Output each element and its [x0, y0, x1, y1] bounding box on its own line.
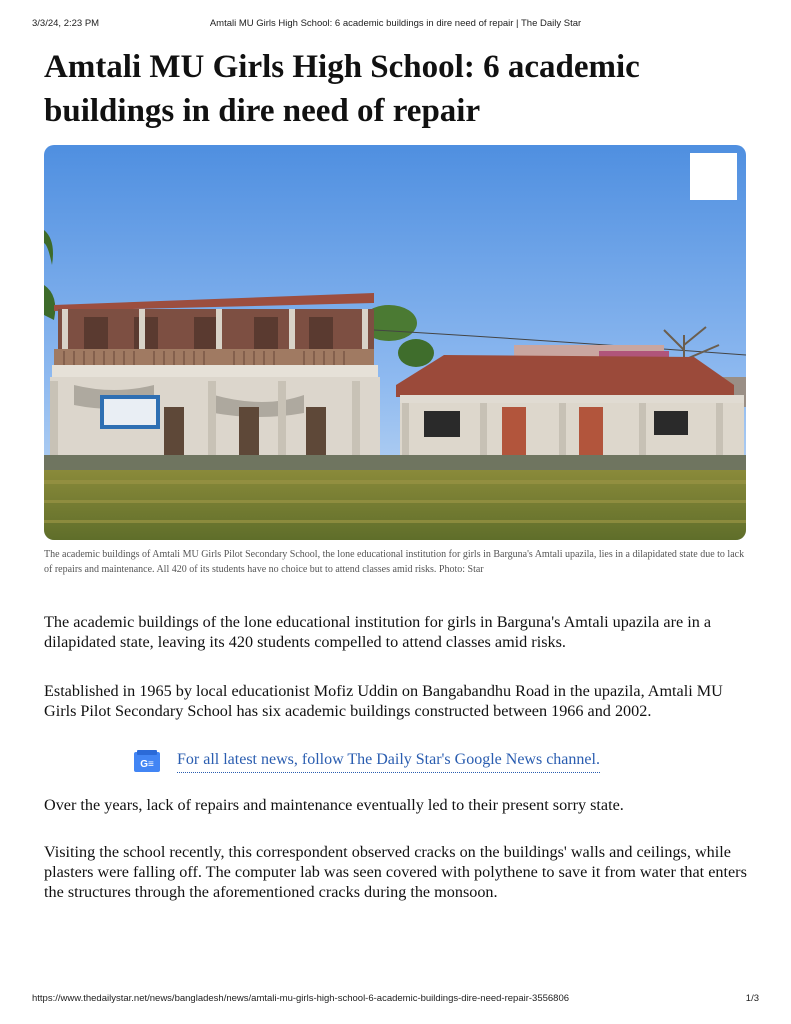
- print-footer: [32, 993, 759, 1007]
- photo-caption: The academic buildings of Amtali MU Girls Pilot Secondary School, the lone educational institution for girls in Barguna's Amtali upazila, lies in a dilapidated state due to lack of repairs and maintenance. All 420 of its students have no choice but to attend classes amid risks. Photo: Star: [44, 549, 745, 575]
- article-headline: Amtali MU Girls High School: 6 academic buildings in dire need of repair: [44, 49, 640, 129]
- school-buildings-photo: [44, 145, 746, 540]
- google-news-link[interactable]: For all latest news, follow The Daily Star's Google News channel.: [177, 748, 600, 773]
- paragraph-4: Visiting the school recently, this correspondent observed cracks on the buildings' walls and ceilings, while plasters were falling off. The computer lab was seen covered with polythene to save it from water that enters the structures through the aforementioned cracks during the monsoon.: [44, 843, 747, 901]
- paragraph-2: Established in 1965 by local educationist Mofiz Uddin on Bangabandhu Road in the upazila, Amtali MU Girls Pilot Secondary School has six academic buildings constructed between 1966 and 2002.: [44, 682, 723, 720]
- print-header: [32, 18, 759, 32]
- article-photo: [44, 145, 746, 540]
- page-number: 1/3: [745, 993, 759, 1004]
- print-date: 3/3/24, 2:23 PM: [32, 18, 100, 29]
- print-title: Amtali MU Girls High School: 6 academic buildings in dire need of repair | The Daily Star: [209, 18, 582, 29]
- paragraph-3: Over the years, lack of repairs and maintenance eventually led to their present sorry state.: [44, 796, 624, 814]
- google-news-promo: [133, 748, 673, 774]
- google-news-icon: [133, 750, 161, 774]
- paragraph-1: The academic buildings of the lone educational institution for girls in Barguna's Amtali upazila are in a dilapidated state, leaving its 420 students compelled to attend classes amid risks.: [44, 613, 712, 651]
- print-url: https://www.thedailystar.net/news/bangladesh/news/amtali-mu-girls-high-school-6-academic-buildings-dire-need-repair-3556806: [32, 993, 570, 1004]
- svg-text:G≡: G≡: [140, 759, 154, 770]
